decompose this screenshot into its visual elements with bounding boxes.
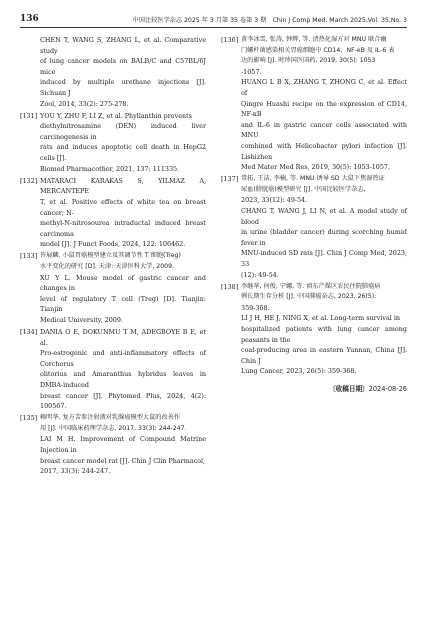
reference-text <box>40 327 206 412</box>
reference-line: of lung cancer models on BALB/C and C57BL/6J mice <box>40 57 206 76</box>
reference-entry <box>20 327 206 412</box>
reference-line: in urine (bladder cancer) during scorching humid fever in <box>241 228 407 247</box>
reference-line: CHANG T, WANG J, LI N, et al. A model study of blood <box>241 207 407 226</box>
reference-line: Zool, 2014, 33(2): 275-278. <box>40 99 129 108</box>
reference-line: methyl-N-nitrosourea intraductal induced breast carcinoma <box>40 219 206 238</box>
reference-text <box>241 174 407 280</box>
reference-line: Biomed Pharmacother, 2021, 137: 111335. <box>40 164 180 173</box>
reference-line: 用 [J]. 中国临床药理学杂志, 2017, 33(3): 244-247. <box>40 424 187 432</box>
reference-line: level of regulatory T cell (Treg) [D]. Tianjin: Tianjin <box>40 294 206 314</box>
reference-entry <box>221 282 407 377</box>
reference-line: combined with Helicobacter pylori infection [J]. Lishizhen <box>241 141 407 161</box>
reference-number: [136] <box>221 36 239 44</box>
reference-list-right <box>221 35 407 377</box>
reference-line: 李继华, 何俊, 宁娜, 等. 滇东产煤区农民住院肺癌病 <box>241 282 381 290</box>
reference-line: MATARACI KARAKAS S, YILMAZ A, MERCANTEPE <box>40 176 206 196</box>
reference-line: breast cancer model rat [J]. Chin J Clin Pharmacol, <box>40 456 206 465</box>
reference-line: 门螺杆菌感染相关胃癌细胞中 CD14、NF-κB 及 IL-6 表 <box>241 46 395 54</box>
reference-text <box>40 35 206 109</box>
reference-line: 2023, 33(12): 49-54. <box>241 196 308 205</box>
reference-line: diethylnitrosamine (DEN) induced liver carcinogenesis in <box>40 122 206 141</box>
reference-line: 许展麟. 小鼠胃癌模型建立及其调节性 T 细胞(Treg) <box>40 252 181 260</box>
reference-entry <box>221 174 407 280</box>
reference-line: and IL-6 in gastric cancer cells associated with MNU <box>241 120 407 140</box>
reference-entry <box>20 35 206 109</box>
reference-line: DANIA O E, DOKUNMU T M, ADEGBOYE B E, et al. <box>40 328 206 347</box>
reference-text <box>40 176 206 250</box>
page-number: 136 <box>20 14 39 24</box>
reference-entry <box>20 176 206 250</box>
reference-line: LAI M H. Improvement of Compound Matrine Injection in <box>40 435 206 455</box>
reference-line: breast cancer [J]. Phytomed Plus, 2024, 4(2): 100567. <box>40 391 206 411</box>
reference-entry <box>20 111 206 175</box>
reference-line: 359-368. <box>241 303 270 312</box>
reference-column-right <box>221 35 407 478</box>
reference-text <box>241 282 407 377</box>
reference-line: Pro-estrogenic and anti-inflammatory effects of Corchorus <box>40 349 206 368</box>
reference-entry <box>20 251 206 325</box>
reference-text <box>241 35 407 173</box>
received-date-value: 2024-08-26 <box>368 385 407 393</box>
reference-number: [138] <box>221 282 239 291</box>
reference-line: 达的影响 [J]. 时珍国医国药, 2019, 30(5): 1053 <box>241 57 376 65</box>
reference-text <box>40 413 206 477</box>
reference-line: 水平变化的研究 [D]. 天津: 天津医科大学, 2009. <box>40 262 175 270</box>
reference-line: LI J H, HE J, NING X, et al. Long-term survival in <box>241 314 401 323</box>
journal-citation-header: 中国比较医学杂志 2025 年 3 月第 35 卷第 3 期 Chin J Comp Med, March 2025,Vol. 35,No. 3 <box>132 17 407 24</box>
received-date-line <box>221 383 407 393</box>
reference-line: coal-producing area in eastern Yunnan, China [J]. Chin J <box>241 346 407 365</box>
reference-line: Lung Cancer, 2023, 26(5): 359-368. <box>241 367 357 376</box>
reference-number <box>20 35 40 109</box>
reference-number: [131] <box>20 111 38 120</box>
reference-line: rats and induces apoptotic cell death in HepG2 cells [J]. <box>40 143 206 163</box>
reference-line: 赖明华. 复方苦参注射液对乳腺癌模型大鼠的改善作 <box>40 414 181 422</box>
reference-line: -1057. <box>241 67 262 76</box>
reference-columns <box>20 35 407 478</box>
reference-line: Qingre Huashi recipe on the expression of CD14, NF-κB <box>241 99 407 119</box>
running-header <box>20 14 407 28</box>
reference-line: 例长期生存分析 [J]. 中国肺癌杂志, 2023, 26(5): <box>241 293 377 301</box>
reference-line: XU Y L. Mouse model of gastric cancer and changes in <box>40 273 206 293</box>
received-date-label: 〔收稿日期〕 <box>329 385 369 393</box>
reference-number: [134] <box>20 328 38 337</box>
reference-line: HUANG L B X, ZHANG T, ZHONG C, et al. Effect of <box>241 78 407 97</box>
reference-line: model [J]. J Funct Foods, 2024, 122: 106462. <box>40 240 186 249</box>
reference-line: T, et al. Positive effects of white tea on breast cancer; N- <box>40 197 206 217</box>
reference-line: induced by multiple urethane injections [J]. Sichuan J <box>40 78 206 97</box>
reference-number: [135] <box>20 414 38 423</box>
reference-line: hospitalized patients with lung cancer among peasants in the <box>241 325 407 344</box>
reference-line: CHEN T, WANG S, ZHANG L, et al. Comparative study <box>40 36 206 55</box>
reference-line: MNU-induced SD rats [J]. Chin J Comp Med, 2023, 33 <box>241 249 407 268</box>
reference-entry <box>221 35 407 173</box>
reference-line: (12): 49-54. <box>241 270 279 279</box>
reference-line: 2017, 33(3): 244-247. <box>40 467 111 476</box>
reference-text <box>40 251 206 325</box>
reference-line: 尿血(膀胱癌)模型研究 [J]. 中国比较医学杂志, <box>241 185 366 193</box>
reference-line: Med Mater Med Res, 2019, 30(5): 1053-1057. <box>241 163 391 172</box>
reference-line: 黄李冰雪, 张涛, 钟辉, 等. 清热化湿方对 MNU 联合幽 <box>241 36 387 43</box>
reference-text <box>40 111 206 175</box>
reference-entry <box>20 413 206 477</box>
reference-number: [133] <box>20 252 38 261</box>
reference-number: [137] <box>221 175 239 184</box>
reference-line: olitorius and Amaranthus hybridus leaves in DMBA-induced <box>40 370 206 389</box>
reference-line: Medical University, 2009. <box>40 315 123 324</box>
reference-number: [132] <box>20 176 38 185</box>
reference-line: YOU Y, ZHU F, LI Z, et al. Phyllanthin prevents <box>40 111 192 120</box>
reference-column-left <box>20 35 206 478</box>
reference-line: 常拓, 王洁, 李楠, 等. MNU 诱导 SD 大鼠下焦湿热证 <box>241 175 385 183</box>
